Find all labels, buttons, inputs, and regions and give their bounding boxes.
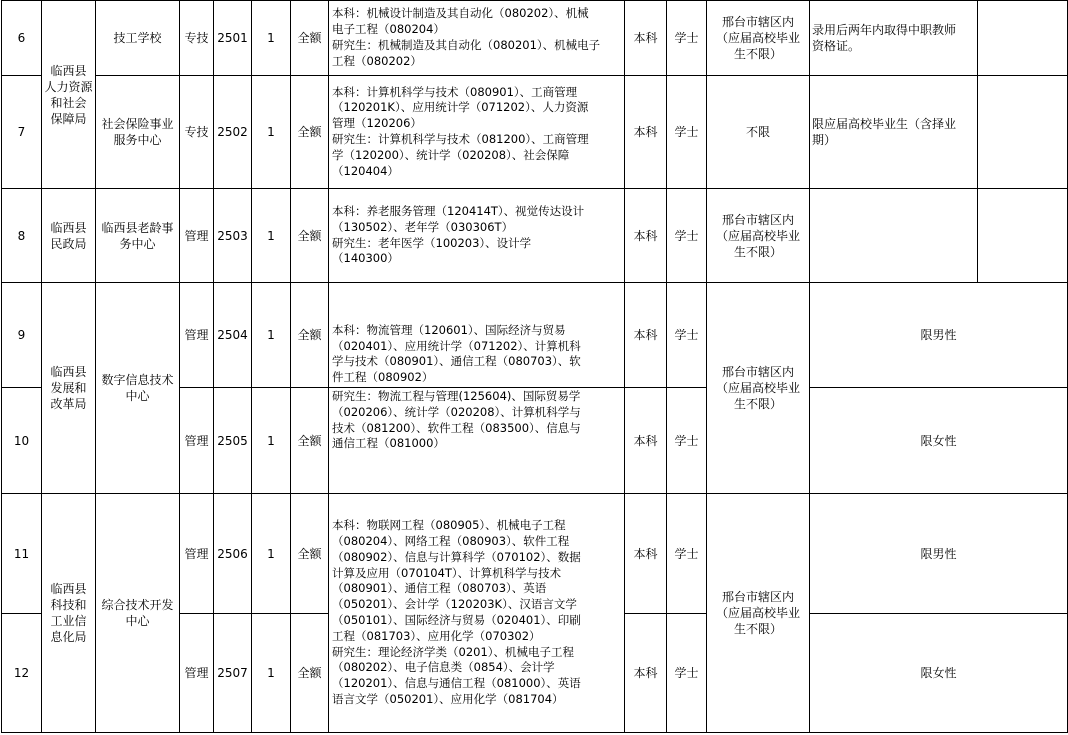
table-row (2, 189, 1068, 283)
degree: 学士 (667, 494, 707, 614)
table-row (2, 76, 1068, 189)
position-type: 专技 (180, 76, 214, 189)
degree: 学士 (667, 76, 707, 189)
degree: 学士 (667, 388, 707, 494)
position-code: 2501 (214, 1, 252, 76)
domicile-requirement: 邢台市辖区内 （应届高校毕业 生不限） (707, 189, 810, 283)
empty-cell (978, 189, 1068, 283)
job-table (1, 0, 1068, 733)
hire-count: 1 (252, 283, 291, 388)
row-number: 9 (2, 283, 42, 388)
unit-name: 综合技术开发 中心 (96, 494, 180, 733)
remark: 录用后两年内取得中职教师 资格证。 (810, 1, 978, 76)
funding-type: 全额 (291, 388, 329, 494)
education: 本科 (625, 1, 667, 76)
domicile-requirement: 邢台市辖区内 （应届高校毕业 生不限） (707, 283, 810, 494)
unit-name: 临西县老龄事务中心 (96, 189, 180, 283)
department-name: 临西县 科技和 工业信 息化局 (42, 494, 96, 733)
position-type: 管理 (180, 494, 214, 614)
position-type: 管理 (180, 614, 214, 733)
major-requirement: 本科：机械设计制造及其自动化（080202）、机械 电子工程（080204） 研究生：机械制造及其自动化（080201）、机械电子 工程（080202） (329, 1, 625, 76)
major-requirement: 本科：养老服务管理（120414T）、视觉传达设计 （130502）、老年学（030306T） 研究生：老年医学（100203）、设计学 （140300） (329, 189, 625, 283)
education: 本科 (625, 388, 667, 494)
degree: 学士 (667, 1, 707, 76)
degree: 学士 (667, 283, 707, 388)
unit-name: 数字信息技术 中心 (96, 283, 180, 494)
unit-name: 社会保险事业服务中心 (96, 76, 180, 189)
row-number: 10 (2, 388, 42, 494)
funding-type: 全额 (291, 76, 329, 189)
department-name: 临西县 民政局 (42, 189, 96, 283)
table-row (2, 1, 1068, 76)
row-number: 6 (2, 1, 42, 76)
department-name: 临西县 发展和 改革局 (42, 283, 96, 494)
hire-count: 1 (252, 1, 291, 76)
row-number: 7 (2, 76, 42, 189)
position-code: 2506 (214, 494, 252, 614)
row-number: 11 (2, 494, 42, 614)
department-name: 临西县 人力资源 和社会 保障局 (42, 1, 96, 189)
remark: 限应届高校毕业生（含择业 期） (810, 76, 978, 189)
hire-count: 1 (252, 388, 291, 494)
position-type: 专技 (180, 1, 214, 76)
hire-count: 1 (252, 189, 291, 283)
education: 本科 (625, 189, 667, 283)
position-code: 2502 (214, 76, 252, 189)
funding-type: 全额 (291, 494, 329, 614)
position-code: 2503 (214, 189, 252, 283)
funding-type: 全额 (291, 283, 329, 388)
degree: 学士 (667, 614, 707, 733)
table-row (2, 283, 1068, 388)
row-number: 12 (2, 614, 42, 733)
remark: 限女性 (810, 614, 1068, 733)
major-requirement: 本科：物联网工程（080905）、机械电子工程 （080204）、网络工程（080903）、软件工程 （080902）、信息与计算科学（070102）、数据 计算及应用（070104T）、计算机科学与技术 （080901）、通信工程（080703）、英语 （050201）、会计学（120203K）、汉语言文学 （050101）、国际经济与贸易（020401）、印刷 工程（081703）、应用化学（070302） 研究生：理论经济学类（0201）、机械电子工程 （080202）、电子信息类（0854）、会计学 （120201）、信息与通信工程（081000）、英语 语言文学（050201）、应用化学（081704） (329, 494, 625, 733)
remark: 限男性 (810, 494, 1068, 614)
row-number: 8 (2, 189, 42, 283)
major-requirement: 本科：计算机科学与技术（080901）、工商管理 （120201K）、应用统计学（071202）、人力资源 管理（120206） 研究生：计算机科学与技术（081200）、工商管理 学（120200）、统计学（020208）、社会保障 （120404） (329, 76, 625, 189)
position-type: 管理 (180, 189, 214, 283)
domicile-requirement: 邢台市辖区内 （应届高校毕业 生不限） (707, 494, 810, 733)
funding-type: 全额 (291, 1, 329, 76)
position-type: 管理 (180, 283, 214, 388)
funding-type: 全额 (291, 189, 329, 283)
education: 本科 (625, 283, 667, 388)
remark (810, 189, 978, 283)
position-code: 2504 (214, 283, 252, 388)
domicile-requirement: 邢台市辖区内 （应届高校毕业 生不限） (707, 1, 810, 76)
hire-count: 1 (252, 494, 291, 614)
unit-name: 技工学校 (96, 1, 180, 76)
funding-type: 全额 (291, 614, 329, 733)
education: 本科 (625, 76, 667, 189)
empty-cell (978, 76, 1068, 189)
remark: 限男性 (810, 283, 1068, 388)
hire-count: 1 (252, 614, 291, 733)
education: 本科 (625, 494, 667, 614)
domicile-requirement: 不限 (707, 76, 810, 189)
remark: 限女性 (810, 388, 1068, 494)
position-code: 2505 (214, 388, 252, 494)
position-code: 2507 (214, 614, 252, 733)
major-requirement: 本科：物流管理（120601）、国际经济与贸易 （020401）、应用统计学（071202）、计算机科 学与技术（080901）、通信工程（080703）、软 件工程（080902） (329, 283, 625, 388)
degree: 学士 (667, 189, 707, 283)
education: 本科 (625, 614, 667, 733)
major-requirement: 研究生：物流工程与管理(125604)、国际贸易学 （020206）、统计学（020208）、计算机科学与 技术（081200）、软件工程（083500）、信息与 通信工程（081000） (329, 388, 625, 494)
empty-cell (978, 1, 1068, 76)
table-row (2, 494, 1068, 614)
position-type: 管理 (180, 388, 214, 494)
hire-count: 1 (252, 76, 291, 189)
